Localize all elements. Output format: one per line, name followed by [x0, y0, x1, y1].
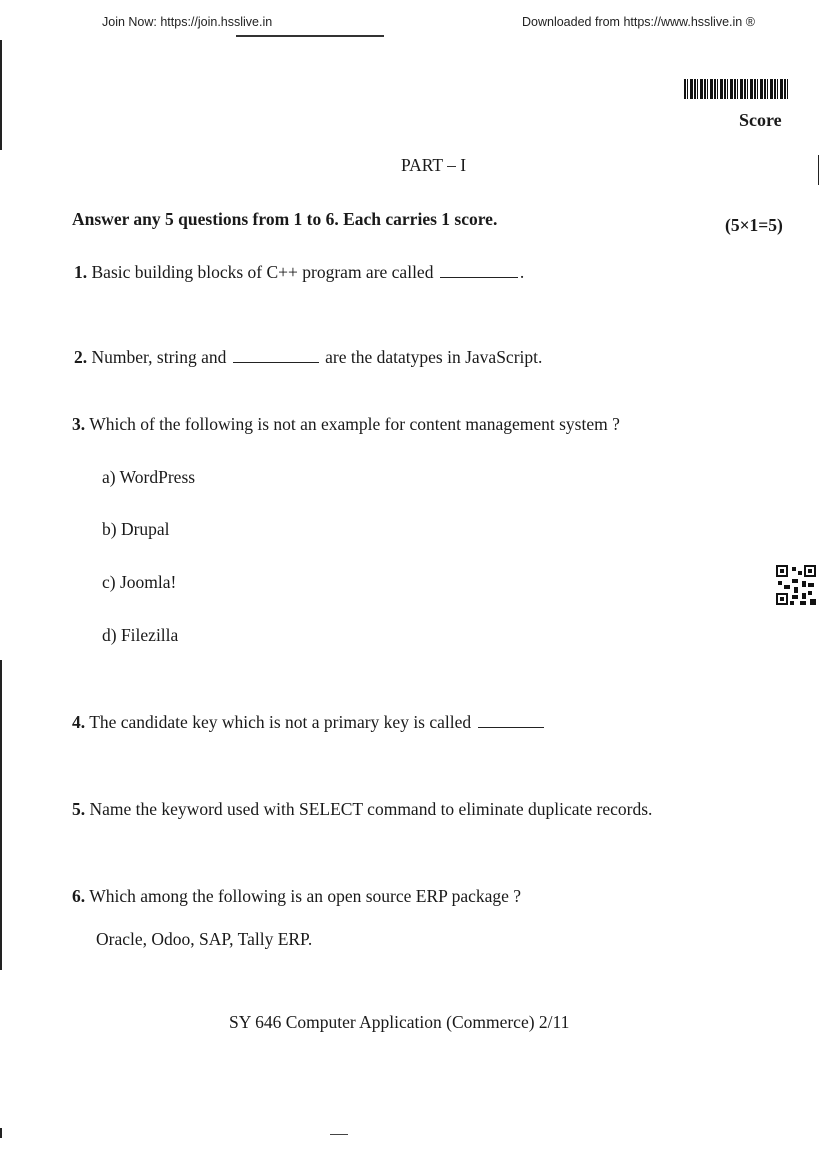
- question-3: [72, 414, 620, 435]
- question-number: 3.: [72, 414, 86, 434]
- option-label: c): [102, 572, 116, 592]
- question-number: 4.: [72, 712, 86, 732]
- question-2: [74, 347, 542, 368]
- instruction-text: Answer any 5 questions from 1 to 6. Each carries 1 score.: [72, 209, 498, 229]
- page-footer: SY 646 Computer Application (Commerce) 2/11: [229, 1012, 570, 1032]
- header-join-link: Join Now: https://join.hsslive.in: [102, 15, 273, 29]
- part-title: PART – I: [401, 155, 467, 175]
- option-label: d): [102, 625, 117, 645]
- qr-code-icon: [776, 565, 816, 605]
- scan-edge-mark: [818, 155, 819, 185]
- question-number: 5.: [72, 799, 86, 819]
- option-d: [102, 625, 178, 646]
- scan-edge-mark: [330, 1134, 348, 1135]
- score-label: Score: [739, 110, 782, 130]
- question-text: Which among the following is an open source ERP package ?: [89, 886, 522, 906]
- barcode-icon: [684, 79, 790, 99]
- question-text: Basic building blocks of C++ program are called: [91, 262, 434, 282]
- option-label: a): [102, 467, 116, 487]
- question-4: [72, 712, 546, 733]
- header-rule: [236, 35, 384, 37]
- question-number: 2.: [74, 347, 88, 367]
- answer-blank: [440, 276, 518, 278]
- header-download-source: Downloaded from https://www.hsslive.in ®: [522, 15, 755, 29]
- question-text: Which of the following is not an example for content management system ?: [89, 414, 620, 434]
- option-c: [102, 572, 176, 593]
- question-text-end: are the datatypes in JavaScript.: [325, 347, 543, 367]
- option-a: [102, 467, 195, 488]
- answer-blank: [233, 361, 319, 363]
- option-text: Drupal: [120, 519, 170, 539]
- marks-allocation: (5×1=5): [725, 215, 783, 235]
- question-text: Number, string and: [91, 347, 227, 367]
- option-label: b): [102, 519, 117, 539]
- option-text: Joomla!: [119, 572, 177, 592]
- option-text: WordPress: [119, 467, 196, 487]
- question-5: [72, 799, 652, 820]
- scan-edge-mark: [0, 660, 2, 970]
- question-text: Name the keyword used with SELECT command to eliminate duplicate records.: [89, 799, 653, 819]
- scan-edge-mark: [0, 1128, 2, 1138]
- scan-edge-mark: [0, 40, 2, 150]
- option-text: Filezilla: [120, 625, 179, 645]
- question-1: [74, 262, 524, 283]
- question-text: The candidate key which is not a primary key is called: [89, 712, 472, 732]
- question-6-choices: Oracle, Odoo, SAP, Tally ERP.: [96, 929, 313, 949]
- question-text-end: .: [519, 262, 525, 282]
- question-6: [72, 886, 521, 907]
- question-number: 6.: [72, 886, 86, 906]
- question-number: 1.: [74, 262, 88, 282]
- answer-blank: [478, 726, 544, 728]
- option-b: [102, 519, 170, 540]
